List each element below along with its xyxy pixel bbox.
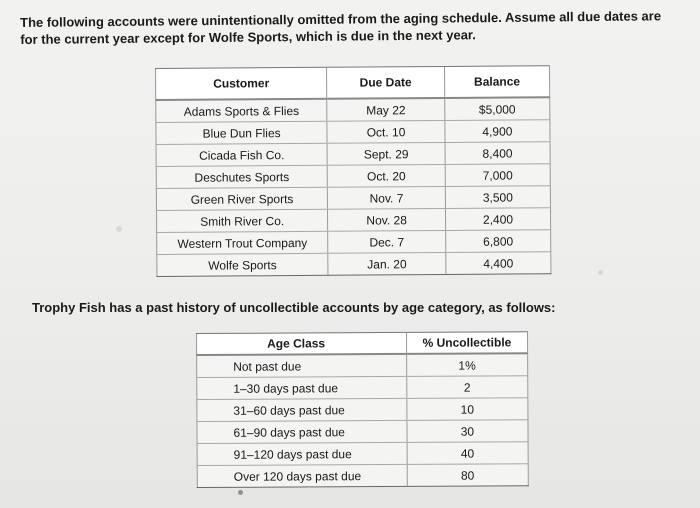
table-row (197, 464, 528, 488)
pct-cell: 10 (407, 398, 528, 421)
age-table-header (197, 332, 528, 355)
due-date-cell: May 22 (327, 98, 445, 121)
pct-cell: 30 (407, 420, 528, 443)
age-class-cell: 1–30 days past due (197, 376, 407, 399)
customer-cell: Cicada Fish Co. (156, 143, 327, 166)
customer-cell: Smith River Co. (156, 209, 327, 232)
balance-cell: 3,500 (445, 186, 550, 209)
history-paragraph: Trophy Fish has a past history of uncollectible accounts by age category, as follows: (32, 300, 556, 315)
customer-cell: Green River Sports (156, 187, 327, 210)
age-class-cell: Over 120 days past due (197, 464, 407, 487)
paper-smudge (116, 226, 122, 232)
due-date-cell: Oct. 10 (327, 120, 445, 143)
due-date-cell: Sept. 29 (327, 142, 445, 165)
header-balance: Balance (444, 66, 549, 98)
due-date-cell: Oct. 20 (327, 164, 445, 187)
customer-cell: Deschutes Sports (156, 165, 327, 188)
table-row (197, 376, 528, 400)
customer-cell: Western Trout Company (157, 231, 328, 254)
balance-cell: 4,400 (446, 252, 551, 275)
table-row (156, 120, 550, 145)
header-customer: Customer (156, 67, 327, 100)
pct-cell: 40 (407, 442, 528, 465)
age-class-cell: 31–60 days past due (197, 398, 407, 421)
table-row (197, 353, 528, 377)
table-row (156, 208, 550, 233)
balance-cell: 6,800 (446, 230, 551, 253)
balance-cell: 7,000 (445, 164, 550, 187)
pct-cell: 2 (407, 376, 528, 399)
pct-cell: 80 (407, 464, 528, 487)
intro-paragraph: The following accounts were unintentionally omitted from the aging schedule. Assume all due dates are for the current year except for Wolfe Sports, which is due in the next year. (20, 8, 662, 47)
due-date-cell: Jan. 20 (328, 252, 446, 275)
table-row (197, 420, 528, 444)
balance-cell: 8,400 (445, 142, 550, 165)
table-row (156, 164, 550, 189)
balance-cell: $5,000 (445, 97, 550, 120)
table-row (197, 398, 528, 422)
age-class-cell: 91–120 days past due (197, 442, 407, 465)
accounts-table (155, 65, 551, 277)
header-pct-uncollectible: % Uncollectible (406, 332, 527, 354)
table-row (157, 252, 551, 277)
customer-cell: Blue Dun Flies (156, 121, 327, 144)
age-class-cell: Not past due (197, 354, 407, 378)
customer-cell: Wolfe Sports (157, 253, 328, 276)
age-class-cell: 61–90 days past due (197, 420, 407, 443)
balance-cell: 4,900 (445, 120, 550, 143)
table-row (156, 97, 550, 122)
age-class-table (196, 331, 529, 488)
table-row (156, 186, 550, 211)
table-row (197, 442, 528, 466)
table-row (156, 142, 550, 167)
paper-smudge (238, 490, 243, 495)
due-date-cell: Dec. 7 (328, 230, 446, 253)
header-age-class: Age Class (197, 332, 407, 355)
customer-cell: Adams Sports & Flies (156, 99, 327, 123)
balance-cell: 2,400 (445, 208, 550, 231)
due-date-cell: Nov. 7 (328, 186, 446, 209)
due-date-cell: Nov. 28 (328, 208, 446, 231)
pct-cell: 1% (406, 353, 527, 376)
table-row (157, 230, 551, 255)
accounts-table-header (156, 66, 550, 100)
paper-smudge (598, 270, 603, 275)
header-due-date: Due Date (327, 66, 445, 98)
